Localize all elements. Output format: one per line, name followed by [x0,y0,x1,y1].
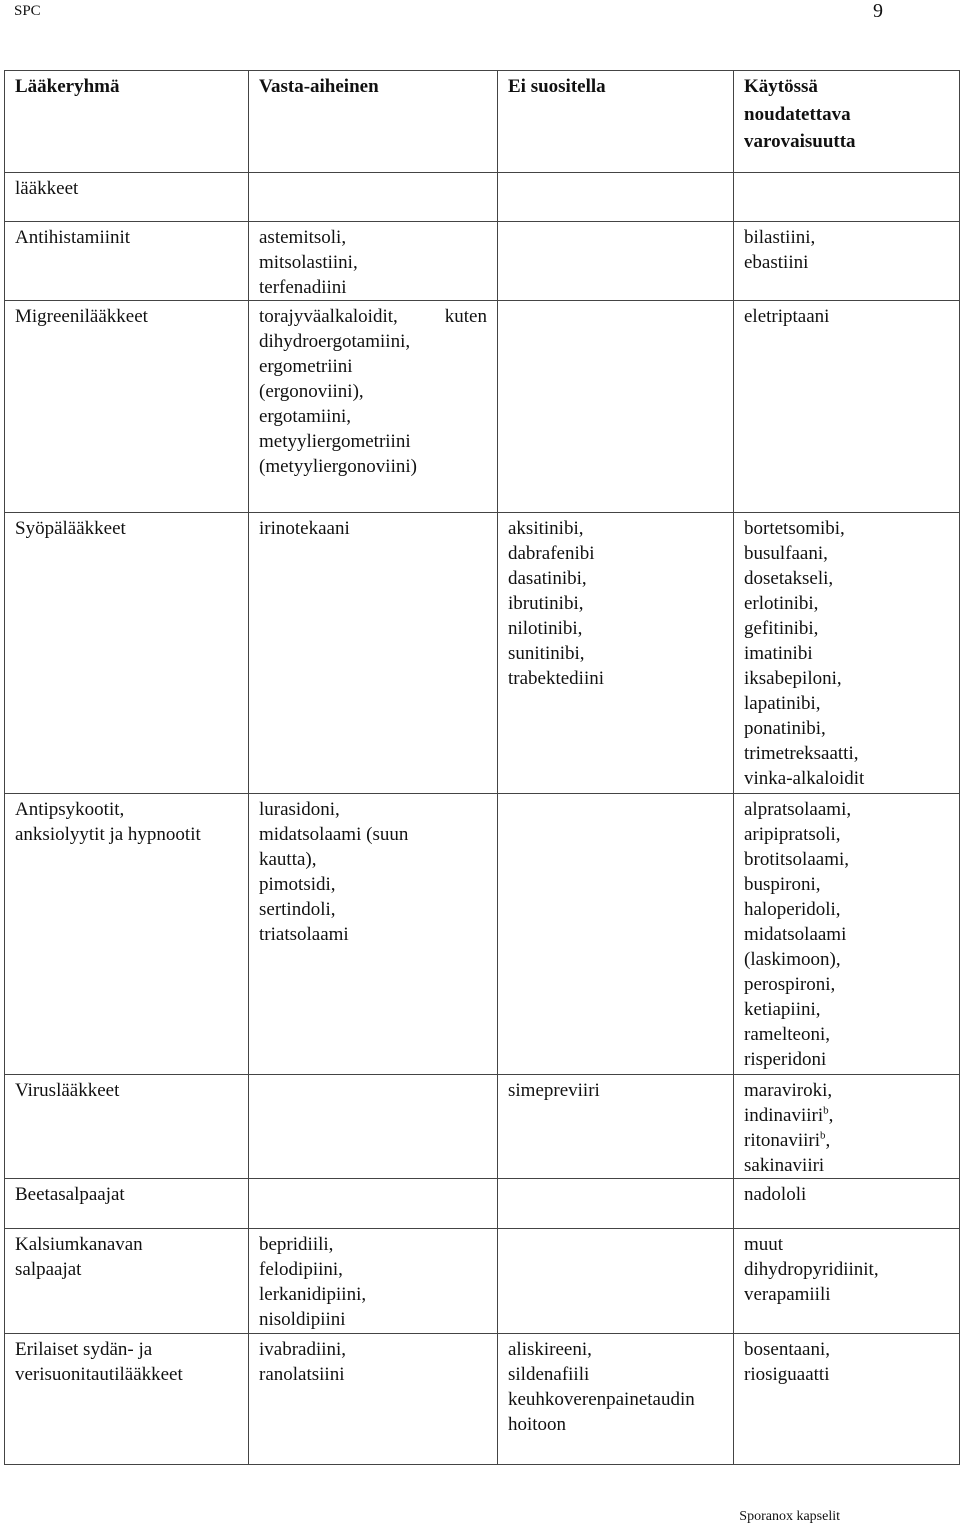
cell-contraindicated [249,1075,498,1179]
cell-text-line: anksiolyytit ja hypnootit [15,824,201,845]
cell-text-line: pimotsidi, [259,874,336,895]
cell-text-line: gefitinibi, [744,618,819,639]
cell-contraindicated [249,513,498,794]
page-number: 9 [873,0,883,22]
cell-text-line: nisoldipiini [259,1309,346,1330]
table-row [5,222,960,301]
table-row [5,794,960,1075]
table-row [5,513,960,794]
cell-text-line: lerkanidipiini, [259,1284,367,1305]
table-header-row [5,71,960,173]
cell-text-line: verapamiili [744,1284,831,1305]
cell-use-with-caution [734,1179,960,1229]
cell-text-line: Käytössä [744,76,818,97]
cell-text-line: dasatinibi, [508,568,587,589]
cell-drug-group [5,222,249,301]
footnote-marker: b [819,1129,826,1142]
cell-text-line: keuhkoverenpainetaudin [508,1389,695,1410]
document-header-label: SPC [14,3,41,19]
cell-text-line: ponatinibi, [744,718,826,739]
cell-use-with-caution [734,222,960,301]
table-row [5,173,960,222]
cell-text-line: ramelteoni, [744,1024,830,1045]
table-row [5,301,960,513]
cell-drug-group [5,301,249,513]
cell-text-line: sildenafiili [508,1364,590,1385]
cell-text-line: astemitsoli, [259,227,347,248]
cell-text-line: ivabradiini, [259,1339,347,1360]
cell-text-line: (laskimoon), [744,949,841,970]
cell-text-line: Ei suositella [508,76,606,97]
cell-text-line: muut [744,1234,784,1255]
cell-text-line: haloperidoli, [744,899,841,920]
cell-text-line: nadololi [744,1184,807,1205]
cell-text-line: vinka-alkaloidit [744,768,865,789]
cell-text-line: salpaajat [15,1259,82,1280]
cell-text-line: ergotamiini, [259,406,351,427]
cell-text-line: eletriptaani [744,306,830,327]
cell-text-line: irinotekaani [259,518,350,539]
cell-text-line: busulfaani, [744,543,828,564]
cell-text-line: noudatettava [744,103,851,125]
cell-text-line: bilastiini, [744,227,816,248]
cell-text-line: sakinaviiri [744,1155,825,1176]
cell-text-line: sunitinibi, [508,643,585,664]
cell-not-recommended [498,173,734,222]
cell-use-with-caution [734,1334,960,1465]
cell-not-recommended [498,301,734,513]
cell-text-line: trabektediini [508,668,605,689]
cell-text-line: midatsolaami [744,924,847,945]
cell-text-line: (metyyliergonoviini) [259,456,417,477]
cell-use-with-caution [734,1229,960,1334]
cell-use-with-caution [734,794,960,1075]
footer-product-name: Sporanox kapselit [739,1509,840,1524]
cell-text-line: sertindoli, [259,899,336,920]
cell-text-line: dosetakseli, [744,568,834,589]
cell-text-line: erlotinibi, [744,593,819,614]
cell-not-recommended [498,71,734,173]
cell-text-line: dihydropyridiinit, [744,1259,879,1280]
cell-contraindicated [249,1334,498,1465]
table-row [5,1179,960,1229]
table-row [5,1075,960,1179]
cell-text-line: indinaviiri$^b$, [744,1104,834,1126]
cell-use-with-caution [734,71,960,173]
cell-contraindicated [249,1229,498,1334]
cell-text-line: dihydroergotamiini, [259,331,411,352]
cell-text-line: bepridiili, [259,1234,334,1255]
cell-drug-group [5,1179,249,1229]
cell-text-line: (ergonoviini), [259,381,364,402]
cell-text-line: Erilaiset sydän- ja [15,1339,153,1360]
cell-use-with-caution [734,301,960,513]
cell-text-line: lurasidoni, [259,799,340,820]
cell-text-line: metyyliergometriini [259,431,411,452]
cell-drug-group [5,1229,249,1334]
cell-text-line: bosentaani, [744,1339,831,1360]
cell-not-recommended [498,1334,734,1465]
cell-text-line: bortetsomibi, [744,518,845,539]
cell-text-line: lääkkeet [15,178,79,199]
cell-contraindicated [249,173,498,222]
cell-drug-group [5,794,249,1075]
cell-contraindicated [249,301,498,513]
table-row [5,1229,960,1334]
cell-text-line: risperidoni [744,1049,827,1070]
cell-not-recommended [498,1179,734,1229]
cell-text-line: Kalsiumkanavan [15,1234,143,1255]
cell-text-line: Lääkeryhmä [15,76,120,97]
cell-contraindicated [249,222,498,301]
cell-drug-group [5,513,249,794]
cell-not-recommended [498,222,734,301]
cell-text-line: aksitinibi, [508,518,584,539]
cell-drug-group [5,71,249,173]
cell-text-line: felodipiini, [259,1259,343,1280]
cell-drug-group [5,1334,249,1465]
cell-text-line: ergometriini [259,356,353,377]
cell-text-line: varovaisuutta [744,131,856,152]
cell-text-line: brotitsolaami, [744,849,850,870]
cell-use-with-caution [734,513,960,794]
cell-contraindicated [249,794,498,1075]
cell-text-line: ranolatsiini [259,1364,345,1385]
cell-use-with-caution [734,1075,960,1179]
cell-text-line: ketiapiini, [744,999,821,1020]
cell-text-line: maraviroki, [744,1080,833,1101]
cell-text-line: kautta), [259,849,317,870]
cell-text-line: ibrutinibi, [508,593,584,614]
cell-text-line: verisuonitautilääkkeet [15,1364,183,1385]
cell-not-recommended [498,1075,734,1179]
cell-text-line: dabrafenibi [508,543,595,564]
cell-text-line: terfenadiini [259,277,347,298]
cell-text-line: Vasta-aiheinen [259,76,379,97]
cell-text-line: Beetasalpaajat [15,1184,125,1205]
cell-text-line: alpratsolaami, [744,799,852,820]
cell-drug-group [5,1075,249,1179]
cell-text-line: perospironi, [744,974,836,995]
cell-text-line: buspironi, [744,874,821,895]
cell-text-line: mitsolastiini, [259,252,358,273]
cell-text-line: torajyväalkaloidit, kuten [259,306,487,327]
cell-text-line: Antihistamiinit [15,227,131,248]
drug-interaction-table [4,70,960,1465]
cell-contraindicated [249,71,498,173]
cell-text-line: triatsolaami [259,924,349,945]
cell-text-line: hoitoon [508,1414,567,1435]
cell-text-line: simepreviiri [508,1080,600,1101]
cell-drug-group [5,173,249,222]
cell-text-line: riosiguaatti [744,1364,830,1385]
cell-contraindicated [249,1179,498,1229]
cell-text-line: aripipratsoli, [744,824,841,845]
cell-text-line: Viruslääkkeet [15,1080,120,1101]
cell-text-line: imatinibi [744,643,813,664]
cell-text-line: lapatinibi, [744,693,821,714]
cell-not-recommended [498,1229,734,1334]
footnote-marker: b [823,1104,829,1117]
cell-not-recommended [498,513,734,794]
cell-text-line: Syöpälääkkeet [15,518,126,539]
cell-text-line: iksabepiloni, [744,668,842,689]
cell-text-line: Antipsykootit, [15,799,125,820]
cell-text-line: trimetreksaatti, [744,743,859,764]
cell-use-with-caution [734,173,960,222]
cell-text-line: ritonaviiri$^b$, [744,1129,831,1151]
cell-text-line: midatsolaami (suun [259,824,409,845]
cell-text-line: aliskireeni, [508,1339,592,1360]
cell-text-line: Migreenilääkkeet [15,306,148,327]
cell-text-line: nilotinibi, [508,618,583,639]
cell-not-recommended [498,794,734,1075]
cell-text-line: ebastiini [744,252,809,273]
table-row [5,1334,960,1465]
